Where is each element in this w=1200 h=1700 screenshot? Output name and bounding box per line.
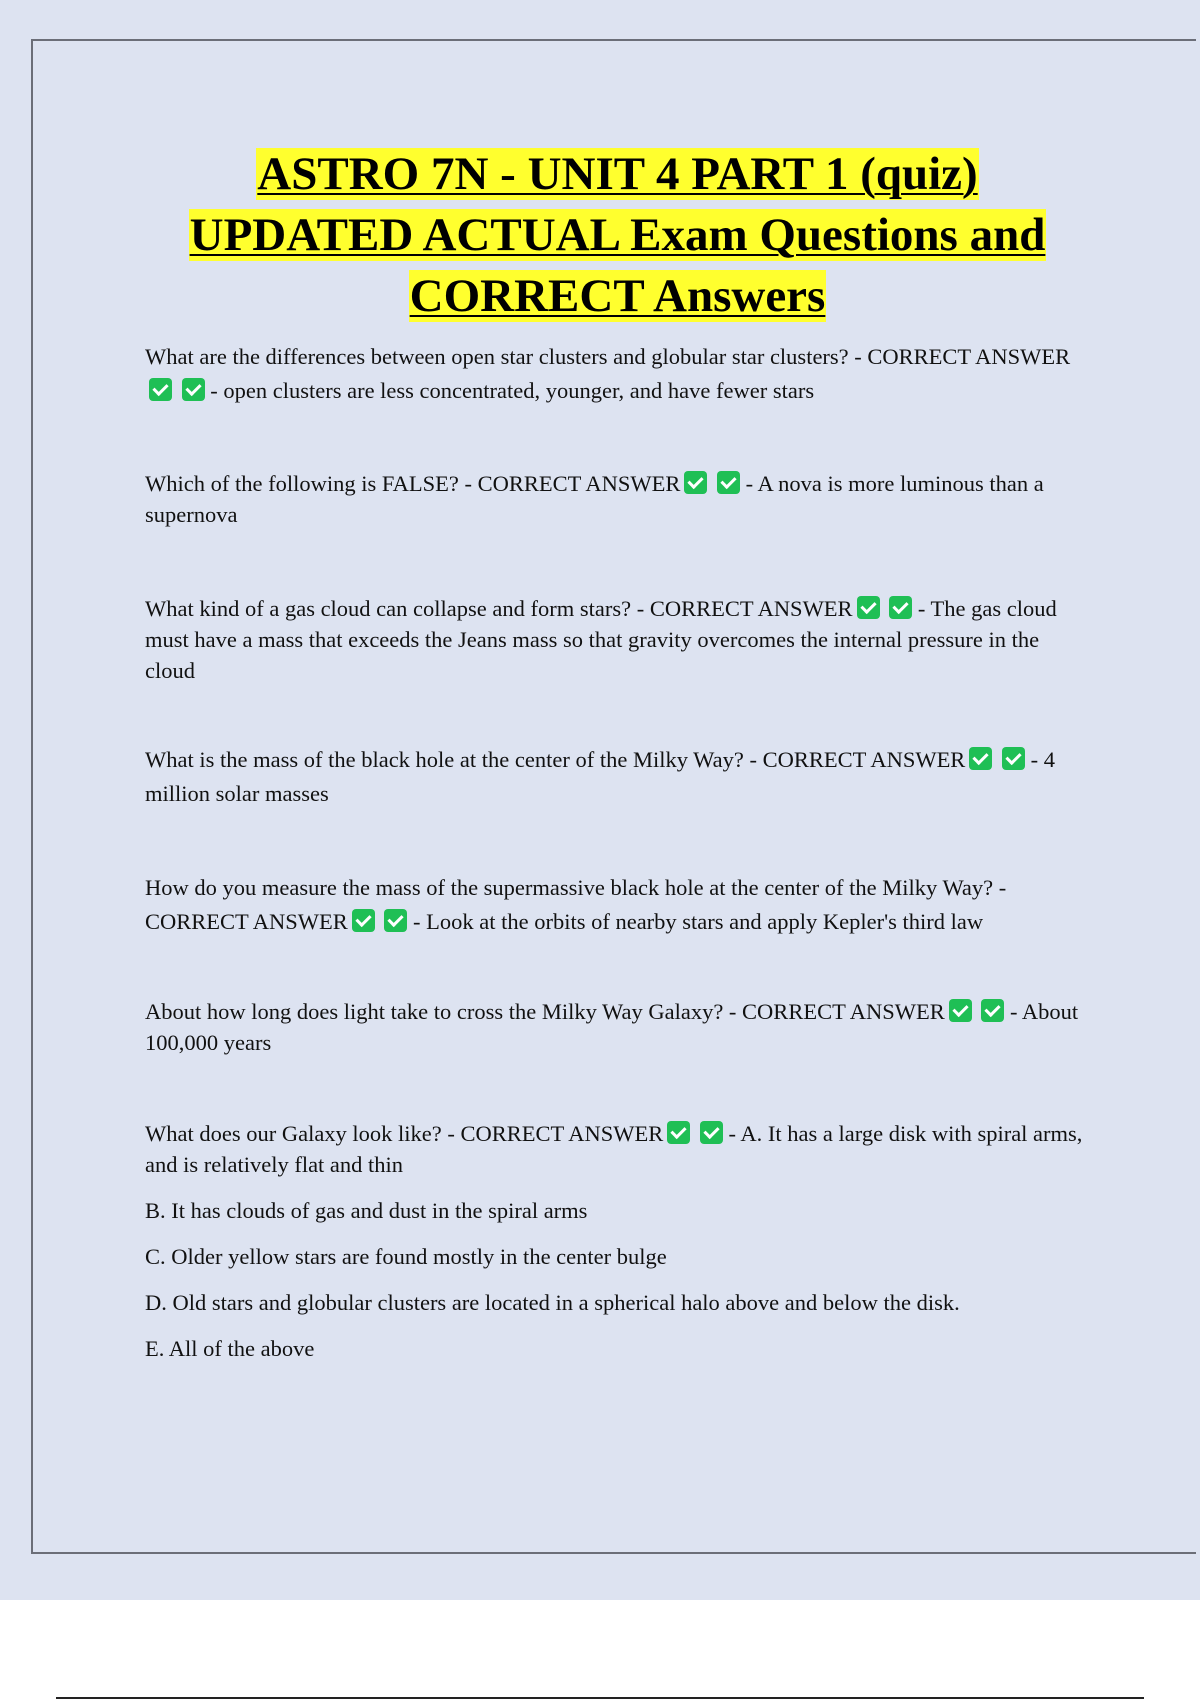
- qa-item: [145, 340, 1090, 408]
- question-text: What are the differences between open star clusters and globular star clusters? - CORRECT ANSWER: [145, 344, 1071, 369]
- qa-item: [145, 468, 1090, 530]
- title-line-1: ASTRO 7N - UNIT 4 PART 1 (quiz): [257, 148, 978, 200]
- check-mark-icon: [949, 999, 972, 1022]
- check-mark-icon: [981, 999, 1004, 1022]
- qa-item: [145, 996, 1090, 1058]
- answer-text: - open clusters are less concentrated, younger, and have fewer stars: [210, 378, 815, 403]
- qa-list: [145, 340, 1090, 1364]
- answer-text: - A nova is more luminous than a supernova: [145, 471, 1044, 527]
- check-mark-icon: [149, 378, 172, 401]
- answer-option-b: B. It has clouds of gas and dust in the spiral arms: [145, 1198, 588, 1223]
- answer-text: - Look at the orbits of nearby stars and apply Kepler's third law: [413, 909, 984, 934]
- qa-item: [145, 593, 1090, 686]
- question-text: Which of the following is FALSE? - CORRECT ANSWER: [145, 471, 681, 496]
- check-mark-icon: [667, 1121, 690, 1144]
- qa-item: [145, 1118, 1090, 1180]
- check-mark-icon: [889, 596, 912, 619]
- answer-text: - The gas cloud must have a mass that exceeds the Jeans mass so that gravity overcomes the internal pressure in the cloud: [145, 596, 1057, 683]
- answer-option-d: D. Old stars and globular clusters are located in a spherical halo above and below the disk.: [145, 1290, 960, 1315]
- check-mark-icon: [1002, 747, 1025, 770]
- document-title: [100, 144, 1135, 327]
- answer-option-c: C. Older yellow stars are found mostly in the center bulge: [145, 1244, 667, 1269]
- check-mark-icon: [969, 747, 992, 770]
- question-text: How do you measure the mass of the supermassive black hole at the center of the Milky Way? - CORRECT ANSWER: [145, 875, 1007, 934]
- title-line-2: UPDATED ACTUAL Exam Questions and: [189, 209, 1046, 261]
- check-mark-icon: [684, 471, 707, 494]
- answer-text: - 4 million solar masses: [145, 747, 1055, 806]
- check-mark-icon: [857, 596, 880, 619]
- answer-text: - A. It has a large disk with spiral arms, and is relatively flat and thin: [145, 1121, 1083, 1177]
- question-text: What does our Galaxy look like? - CORRECT ANSWER: [145, 1121, 664, 1146]
- qa-item: [145, 871, 1090, 939]
- question-text: About how long does light take to cross the Milky Way Galaxy? - CORRECT ANSWER: [145, 999, 945, 1024]
- check-mark-icon: [717, 471, 740, 494]
- qa-item: [145, 743, 1090, 811]
- check-mark-icon: [352, 909, 375, 932]
- check-mark-icon: [182, 378, 205, 401]
- check-mark-icon: [384, 909, 407, 932]
- answer-text: - About 100,000 years: [145, 999, 1079, 1055]
- title-line-3: CORRECT Answers: [409, 270, 826, 322]
- footer-divider: [56, 1697, 1144, 1699]
- question-text: What kind of a gas cloud can collapse and form stars? - CORRECT ANSWER: [145, 596, 853, 621]
- question-text: What is the mass of the black hole at the center of the Milky Way? - CORRECT ANSWER: [145, 747, 966, 772]
- answer-option-e: E. All of the above: [145, 1336, 315, 1361]
- check-mark-icon: [700, 1121, 723, 1144]
